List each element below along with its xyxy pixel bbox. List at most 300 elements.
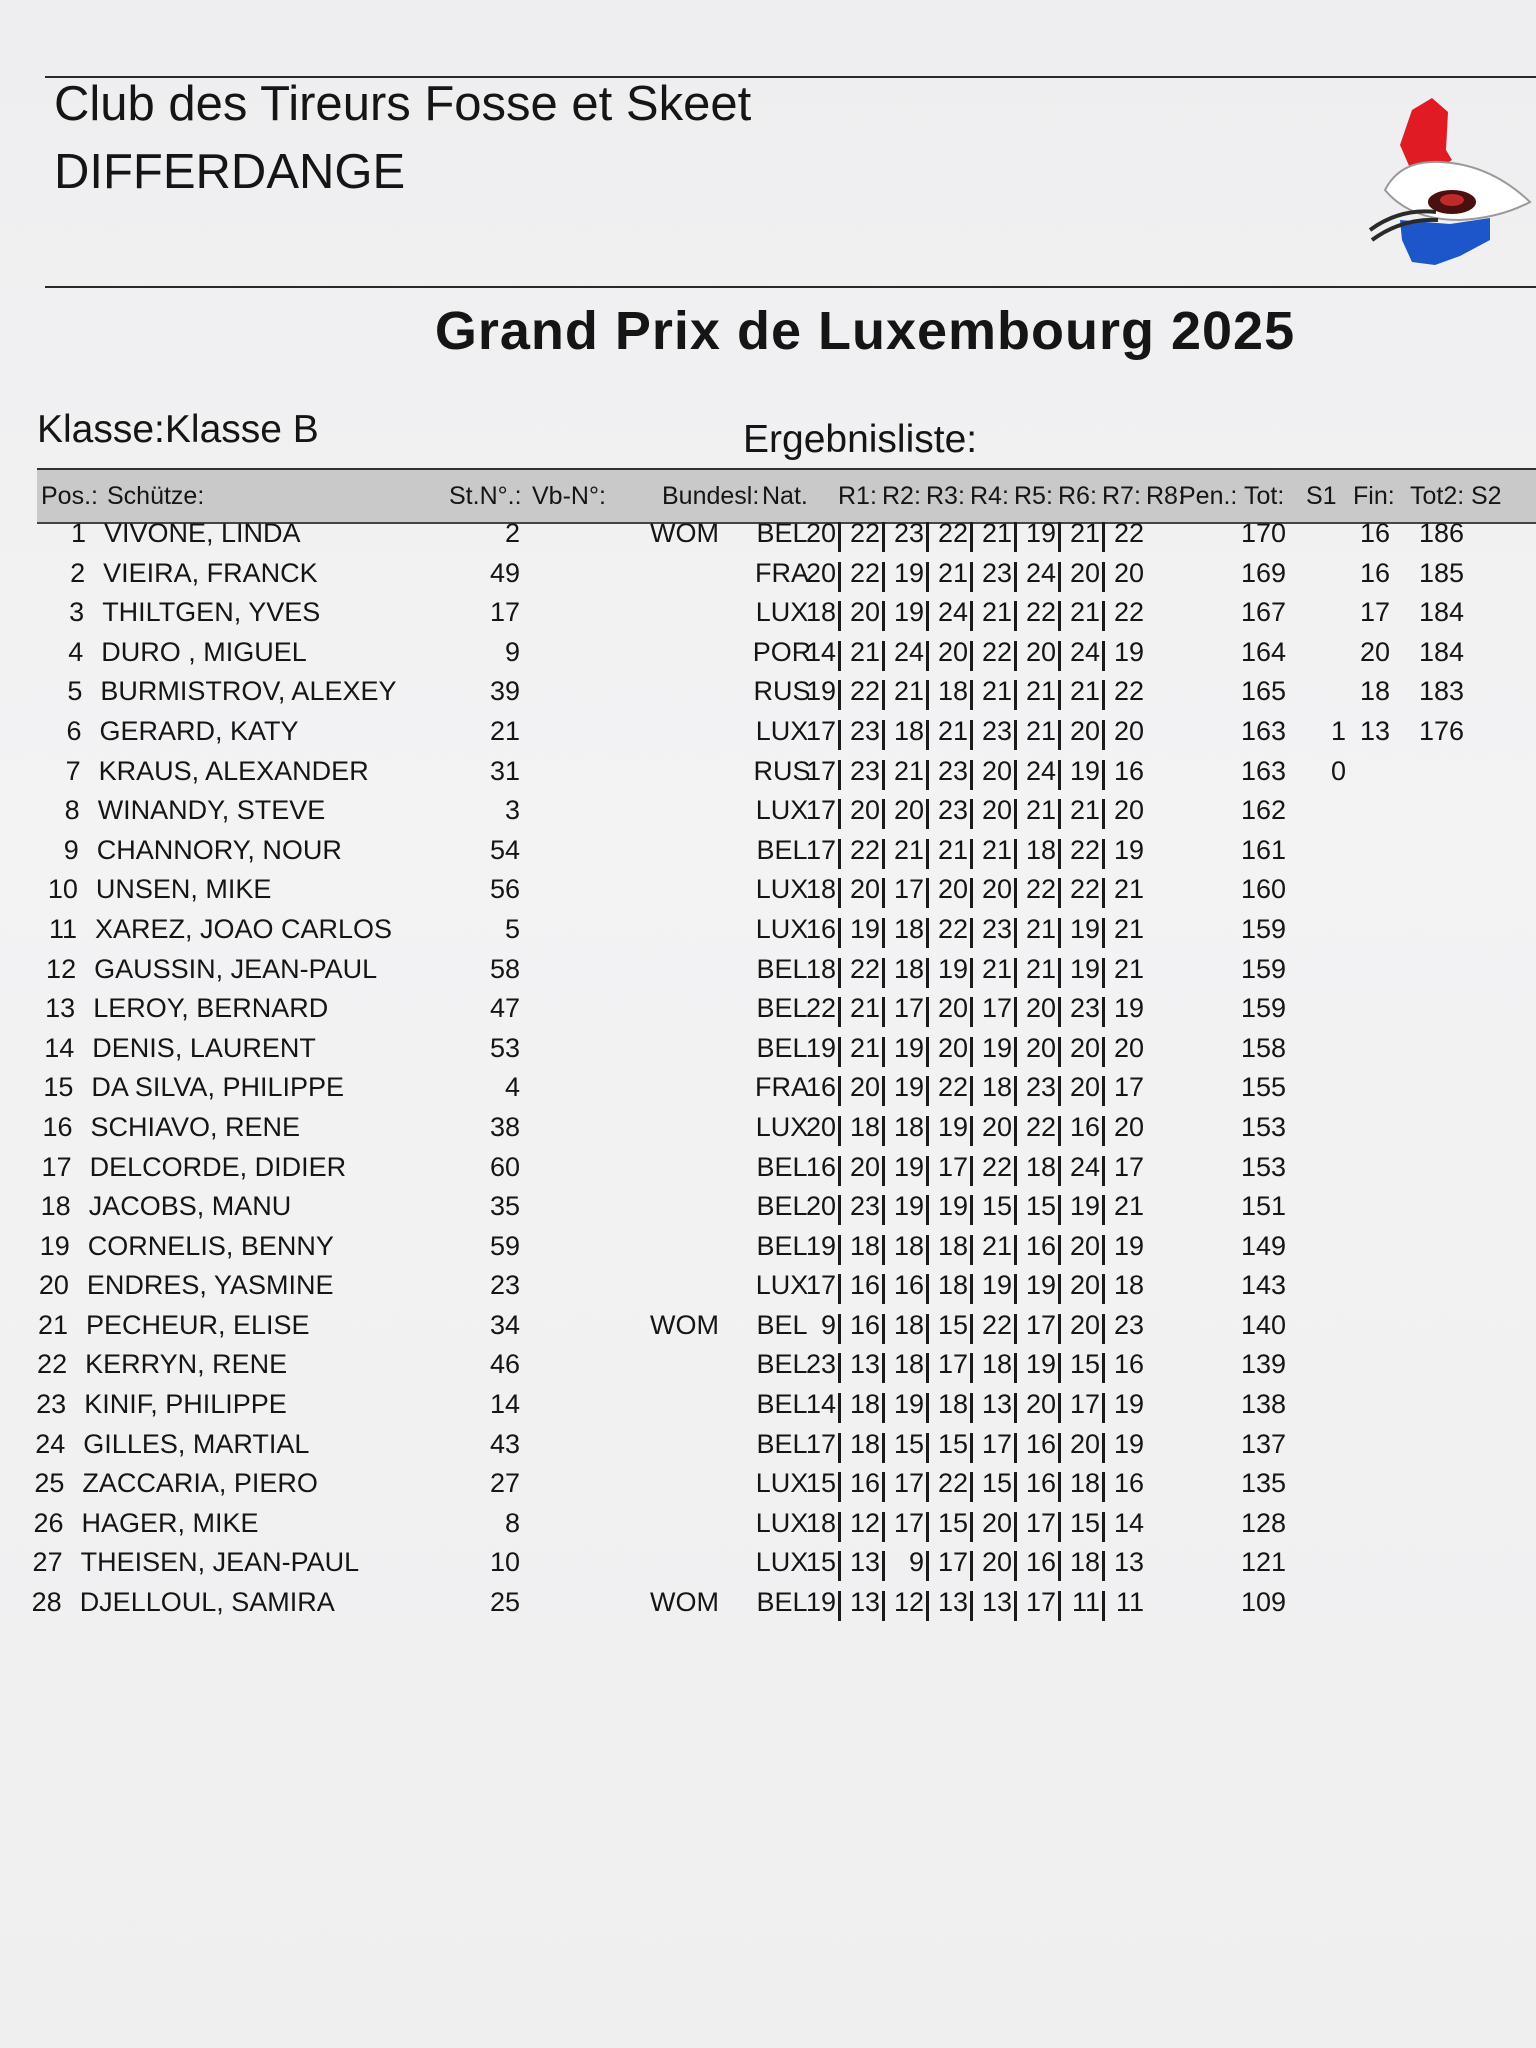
cell-total: 163 (1240, 755, 1286, 786)
header-pos: Pos.: (41, 482, 98, 510)
cell-name: DJELLOUL, SAMIRA (79, 1587, 335, 1618)
cell-total: 170 (1240, 518, 1286, 548)
cell-round-4: 21 (937, 715, 968, 746)
cell-round-6: 15 (1025, 1191, 1056, 1222)
header-r4: R4: (970, 482, 1009, 510)
round-separator (1058, 1353, 1061, 1383)
cell-start-number: 35 (489, 1191, 520, 1222)
round-separator (970, 1591, 973, 1621)
cell-round-3: 18 (893, 1230, 924, 1261)
round-separator (1014, 562, 1017, 592)
header-s1: S1 (1306, 482, 1337, 510)
round-separator (882, 1235, 885, 1265)
cell-round-1: 14 (805, 636, 836, 667)
round-separator (882, 562, 885, 592)
cell-round-8: 21 (1113, 913, 1144, 944)
header-r3: R3: (926, 482, 965, 510)
table-row (0, 1066, 1536, 1106)
cell-round-8: 20 (1113, 715, 1144, 746)
cell-round-2: 13 (849, 1547, 880, 1578)
table-row (0, 1264, 1536, 1304)
cell-total: 135 (1240, 1468, 1286, 1499)
cell-round-6: 20 (1025, 636, 1056, 667)
cell-round-5: 19 (981, 1032, 1012, 1063)
cell-round-6: 21 (1025, 715, 1056, 746)
cell-round-4: 21 (937, 557, 968, 588)
round-separator (970, 1314, 973, 1344)
round-separator (926, 601, 929, 631)
round-separator (926, 958, 929, 988)
round-separator (1102, 958, 1105, 988)
cell-round-8: 19 (1113, 1230, 1144, 1261)
cell-total2: 184 (1418, 597, 1464, 628)
cell-round-8: 11 (1115, 1587, 1144, 1618)
cell-total2: 184 (1418, 636, 1464, 667)
cell-round-2: 22 (849, 518, 880, 548)
cell-total: 143 (1240, 1270, 1286, 1301)
cell-round-5: 15 (981, 1191, 1012, 1222)
cell-nat: LUX (755, 1270, 809, 1301)
cell-round-6: 24 (1025, 557, 1056, 588)
cell-nat: FRA (755, 1072, 809, 1103)
cell-start-number: 53 (489, 1032, 520, 1063)
table-row (0, 512, 1536, 552)
cell-pos: 1 (70, 518, 86, 548)
cell-round-5: 21 (981, 597, 1012, 628)
cell-name: DENIS, LAURENT (92, 1032, 316, 1063)
cell-round-8: 21 (1113, 874, 1144, 905)
cell-round-4: 20 (937, 1032, 968, 1063)
cell-round-6: 20 (1025, 993, 1056, 1024)
round-separator (1014, 958, 1017, 988)
cell-round-4: 13 (937, 1587, 968, 1618)
cell-round-3: 18 (893, 913, 924, 944)
cell-round-3: 15 (893, 1428, 924, 1459)
cell-start-number: 3 (504, 795, 520, 826)
cell-round-5: 17 (981, 1428, 1012, 1459)
cell-start-number: 43 (489, 1428, 520, 1459)
cell-round-2: 22 (849, 953, 880, 984)
cell-round-3: 19 (893, 1072, 924, 1103)
round-separator (838, 1591, 841, 1621)
cell-round-7: 15 (1069, 1349, 1100, 1380)
cell-nat: BEL (756, 1587, 808, 1618)
round-separator (970, 1116, 973, 1146)
cell-round-3: 18 (893, 1111, 924, 1142)
round-separator (1058, 601, 1061, 631)
round-separator (1058, 1235, 1061, 1265)
cell-round-3: 23 (893, 518, 924, 548)
cell-total: 158 (1240, 1032, 1286, 1063)
cell-name: KRAUS, ALEXANDER (98, 755, 369, 786)
cell-round-3: 19 (893, 557, 924, 588)
cell-round-7: 21 (1069, 795, 1100, 826)
cell-total: 159 (1240, 913, 1286, 944)
round-separator (970, 562, 973, 592)
cell-round-2: 12 (849, 1507, 880, 1538)
cell-round-6: 16 (1025, 1468, 1056, 1499)
cell-round-3: 17 (893, 874, 924, 905)
header-st: St.N°.: (449, 482, 522, 510)
cell-name: KERRYN, RENE (85, 1349, 288, 1380)
cell-pos: 28 (31, 1587, 62, 1618)
round-separator (1014, 1274, 1017, 1304)
cell-round-8: 22 (1113, 676, 1144, 707)
header-bundesl: Bundesl: (662, 482, 760, 510)
round-separator (926, 839, 929, 869)
cell-round-2: 23 (849, 1191, 880, 1222)
round-separator (838, 918, 841, 948)
round-separator (838, 1116, 841, 1146)
round-separator (926, 918, 929, 948)
cell-nat: BEL (756, 1151, 808, 1182)
round-separator (1102, 720, 1105, 750)
cell-round-1: 16 (805, 1072, 836, 1103)
table-row (0, 1383, 1536, 1423)
cell-total2: 183 (1418, 676, 1464, 707)
cell-round-2: 16 (849, 1468, 880, 1499)
cell-nat: BEL (756, 1309, 808, 1340)
cell-name: BURMISTROV, ALEXEY (100, 676, 397, 707)
cell-round-8: 17 (1113, 1072, 1144, 1103)
cell-round-7: 19 (1069, 755, 1100, 786)
table-row (0, 868, 1536, 908)
round-separator (1058, 1274, 1061, 1304)
cell-start-number: 34 (489, 1309, 520, 1340)
cell-round-1: 14 (805, 1389, 836, 1420)
round-separator (1014, 1472, 1017, 1502)
cell-round-4: 19 (937, 1191, 968, 1222)
round-separator (970, 1156, 973, 1186)
round-separator (1058, 1076, 1061, 1106)
round-separator (1058, 878, 1061, 908)
round-separator (1102, 1393, 1105, 1423)
cell-total2: 186 (1418, 518, 1464, 548)
round-separator (926, 562, 929, 592)
round-separator (838, 1393, 841, 1423)
cell-round-3: 18 (893, 1309, 924, 1340)
cell-total: 164 (1240, 636, 1286, 667)
cell-round-1: 20 (805, 1111, 836, 1142)
round-separator (1014, 1235, 1017, 1265)
table-row (0, 1541, 1536, 1581)
round-separator (1102, 1076, 1105, 1106)
table-row (0, 908, 1536, 948)
cell-round-3: 18 (893, 715, 924, 746)
round-separator (926, 1037, 929, 1067)
round-separator (838, 1195, 841, 1225)
round-separator (1058, 641, 1061, 671)
table-row (0, 552, 1536, 592)
round-separator (882, 1393, 885, 1423)
cell-round-5: 19 (981, 1270, 1012, 1301)
round-separator (926, 1591, 929, 1621)
round-separator (1058, 839, 1061, 869)
cell-round-2: 22 (849, 676, 880, 707)
round-separator (926, 720, 929, 750)
table-row (0, 631, 1536, 671)
round-separator (1014, 799, 1017, 829)
round-separator (970, 799, 973, 829)
round-separator (926, 1195, 929, 1225)
round-separator (1102, 1274, 1105, 1304)
cell-round-8: 21 (1113, 953, 1144, 984)
cell-round-3: 19 (893, 1032, 924, 1063)
header-vb: Vb-N°: (532, 482, 606, 510)
round-separator (926, 522, 929, 552)
cell-round-8: 22 (1113, 518, 1144, 548)
cell-name: GERARD, KATY (99, 715, 299, 746)
cell-pos: 22 (37, 1349, 68, 1380)
cell-total: 140 (1240, 1309, 1286, 1340)
round-separator (838, 1472, 841, 1502)
round-separator (882, 1551, 885, 1581)
cell-pos: 13 (45, 993, 76, 1024)
header-r8: R8: (1146, 482, 1185, 510)
cell-round-7: 21 (1069, 597, 1100, 628)
cell-round-5: 20 (981, 795, 1012, 826)
cell-round-5: 23 (981, 913, 1012, 944)
round-separator (970, 1393, 973, 1423)
cell-round-1: 18 (805, 953, 836, 984)
cell-name: DURO , MIGUEL (101, 636, 307, 667)
cell-round-7: 18 (1069, 1468, 1100, 1499)
round-separator (1014, 601, 1017, 631)
cell-round-6: 17 (1025, 1587, 1056, 1618)
round-separator (1058, 918, 1061, 948)
round-separator (838, 1314, 841, 1344)
cell-round-6: 19 (1025, 518, 1056, 548)
cell-pos: 10 (47, 874, 78, 905)
round-separator (970, 1551, 973, 1581)
header-name: Schütze: (107, 482, 205, 510)
round-separator (1058, 1512, 1061, 1542)
cell-round-5: 21 (981, 953, 1012, 984)
cell-start-number: 38 (489, 1111, 520, 1142)
round-separator (926, 1472, 929, 1502)
round-separator (1102, 918, 1105, 948)
cell-total: 128 (1240, 1507, 1286, 1538)
round-separator (970, 680, 973, 710)
round-separator (882, 1512, 885, 1542)
header-pen: Pen.: (1179, 482, 1238, 510)
cell-round-6: 20 (1025, 1032, 1056, 1063)
table-row (0, 1502, 1536, 1542)
cell-round-4: 22 (937, 518, 968, 548)
cell-round-1: 18 (805, 874, 836, 905)
round-separator (926, 1235, 929, 1265)
round-separator (970, 601, 973, 631)
table-row (0, 1462, 1536, 1502)
cell-round-1: 15 (805, 1468, 836, 1499)
round-separator (1014, 997, 1017, 1027)
round-separator (970, 522, 973, 552)
table-row (0, 1343, 1536, 1383)
cell-round-8: 19 (1113, 1389, 1144, 1420)
round-separator (838, 680, 841, 710)
round-separator (1058, 760, 1061, 790)
cell-round-4: 23 (937, 795, 968, 826)
header-tot: Tot: (1244, 482, 1285, 510)
cell-name: UNSEN, MIKE (95, 874, 272, 905)
cell-start-number: 59 (489, 1230, 520, 1261)
cell-round-5: 20 (981, 1547, 1012, 1578)
cell-pos: 2 (70, 557, 86, 588)
cell-round-5: 17 (981, 993, 1012, 1024)
cell-round-7: 19 (1069, 913, 1100, 944)
cell-round-1: 17 (805, 1428, 836, 1459)
cell-round-3: 17 (893, 993, 924, 1024)
cell-round-6: 22 (1025, 874, 1056, 905)
round-separator (838, 799, 841, 829)
cell-round-1: 18 (805, 1507, 836, 1538)
table-row (0, 1106, 1536, 1146)
cell-name: THILTGEN, YVES (102, 597, 321, 628)
cell-total: 167 (1240, 597, 1286, 628)
round-separator (882, 720, 885, 750)
cell-name: JACOBS, MANU (88, 1191, 292, 1222)
cell-name: WINANDY, STEVE (97, 795, 326, 826)
cell-round-8: 20 (1113, 1111, 1144, 1142)
cell-round-7: 21 (1069, 518, 1100, 548)
cell-round-4: 18 (937, 1270, 968, 1301)
cell-round-1: 17 (805, 715, 836, 746)
cell-round-2: 21 (849, 636, 880, 667)
cell-name: LEROY, BERNARD (93, 993, 329, 1024)
cell-round-1: 9 (820, 1309, 836, 1340)
cell-bundesl: WOM (650, 518, 719, 548)
cell-round-7: 15 (1069, 1507, 1100, 1538)
cell-round-5: 21 (981, 676, 1012, 707)
cell-total: 169 (1240, 557, 1286, 588)
round-separator (1058, 1433, 1061, 1463)
cell-round-1: 19 (805, 676, 836, 707)
cell-round-4: 15 (937, 1507, 968, 1538)
cell-total: 159 (1240, 993, 1286, 1024)
cell-final: 16 (1359, 557, 1390, 588)
header-r1: R1: (838, 482, 877, 510)
round-separator (882, 1591, 885, 1621)
cell-round-2: 16 (849, 1309, 880, 1340)
cell-round-7: 19 (1069, 1191, 1100, 1222)
round-separator (926, 997, 929, 1027)
header-r5: R5: (1014, 482, 1053, 510)
cell-round-7: 20 (1069, 1072, 1100, 1103)
cell-round-1: 16 (805, 913, 836, 944)
cell-round-6: 22 (1025, 1111, 1056, 1142)
cell-round-4: 15 (937, 1428, 968, 1459)
round-separator (1014, 1314, 1017, 1344)
round-separator (1058, 958, 1061, 988)
cell-round-2: 22 (849, 834, 880, 865)
round-separator (926, 1076, 929, 1106)
cell-round-3: 19 (893, 1389, 924, 1420)
cell-round-4: 17 (937, 1547, 968, 1578)
round-separator (926, 1393, 929, 1423)
cell-round-6: 24 (1025, 755, 1056, 786)
round-separator (882, 1076, 885, 1106)
cell-name: VIVONE, LINDA (104, 518, 301, 548)
cell-round-1: 18 (805, 597, 836, 628)
cell-round-4: 22 (937, 1468, 968, 1499)
round-separator (926, 641, 929, 671)
round-separator (1102, 878, 1105, 908)
cell-name: DELCORDE, DIDIER (89, 1151, 347, 1182)
round-separator (926, 878, 929, 908)
round-separator (882, 1037, 885, 1067)
round-separator (838, 958, 841, 988)
cell-nat: BEL (756, 1032, 808, 1063)
cell-round-1: 23 (805, 1349, 836, 1380)
cell-round-3: 19 (893, 597, 924, 628)
round-separator (1058, 1195, 1061, 1225)
cell-total: 139 (1240, 1349, 1286, 1380)
club-logo-icon (1340, 90, 1536, 290)
round-separator (1102, 1551, 1105, 1581)
cell-nat: LUX (755, 715, 809, 746)
round-separator (1102, 1591, 1105, 1621)
table-row (0, 1304, 1536, 1344)
cell-round-6: 18 (1025, 1151, 1056, 1182)
round-separator (1102, 1353, 1105, 1383)
round-separator (882, 799, 885, 829)
cell-round-5: 18 (981, 1072, 1012, 1103)
cell-start-number: 56 (489, 874, 520, 905)
cell-round-1: 19 (805, 1032, 836, 1063)
cell-round-8: 14 (1113, 1507, 1144, 1538)
round-separator (1058, 1393, 1061, 1423)
cell-nat: BEL (756, 1230, 808, 1261)
round-separator (1014, 878, 1017, 908)
cell-name: XAREZ, JOAO CARLOS (95, 913, 393, 944)
cell-round-8: 18 (1113, 1270, 1144, 1301)
cell-round-5: 22 (981, 1151, 1012, 1182)
round-separator (1058, 1037, 1061, 1067)
cell-round-3: 21 (893, 755, 924, 786)
cell-pos: 3 (69, 597, 85, 628)
cell-pos: 20 (38, 1270, 69, 1301)
round-separator (1102, 760, 1105, 790)
round-separator (970, 720, 973, 750)
cell-final: 20 (1359, 636, 1390, 667)
header-fin: Fin: (1353, 482, 1395, 510)
cell-name: ZACCARIA, PIERO (82, 1468, 318, 1499)
cell-pos: 27 (32, 1547, 63, 1578)
cell-nat: BEL (756, 1389, 808, 1420)
cell-pos: 6 (66, 715, 82, 746)
cell-pos: 4 (68, 636, 84, 667)
header-r7: R7: (1102, 482, 1141, 510)
cell-round-4: 23 (937, 755, 968, 786)
cell-nat: FRA (755, 557, 809, 588)
cell-final: 18 (1359, 676, 1390, 707)
cell-round-7: 18 (1069, 1547, 1100, 1578)
cell-round-6: 18 (1025, 834, 1056, 865)
cell-round-2: 18 (849, 1389, 880, 1420)
table-row (0, 1146, 1536, 1186)
cell-start-number: 47 (489, 993, 520, 1024)
round-separator (926, 1156, 929, 1186)
round-separator (838, 1551, 841, 1581)
cell-nat: LUX (755, 1468, 809, 1499)
cell-final: 16 (1359, 518, 1390, 548)
cell-round-8: 23 (1113, 1309, 1144, 1340)
cell-round-6: 21 (1025, 676, 1056, 707)
cell-round-4: 18 (937, 1389, 968, 1420)
cell-nat: BEL (756, 834, 808, 865)
round-separator (1058, 680, 1061, 710)
round-separator (838, 997, 841, 1027)
